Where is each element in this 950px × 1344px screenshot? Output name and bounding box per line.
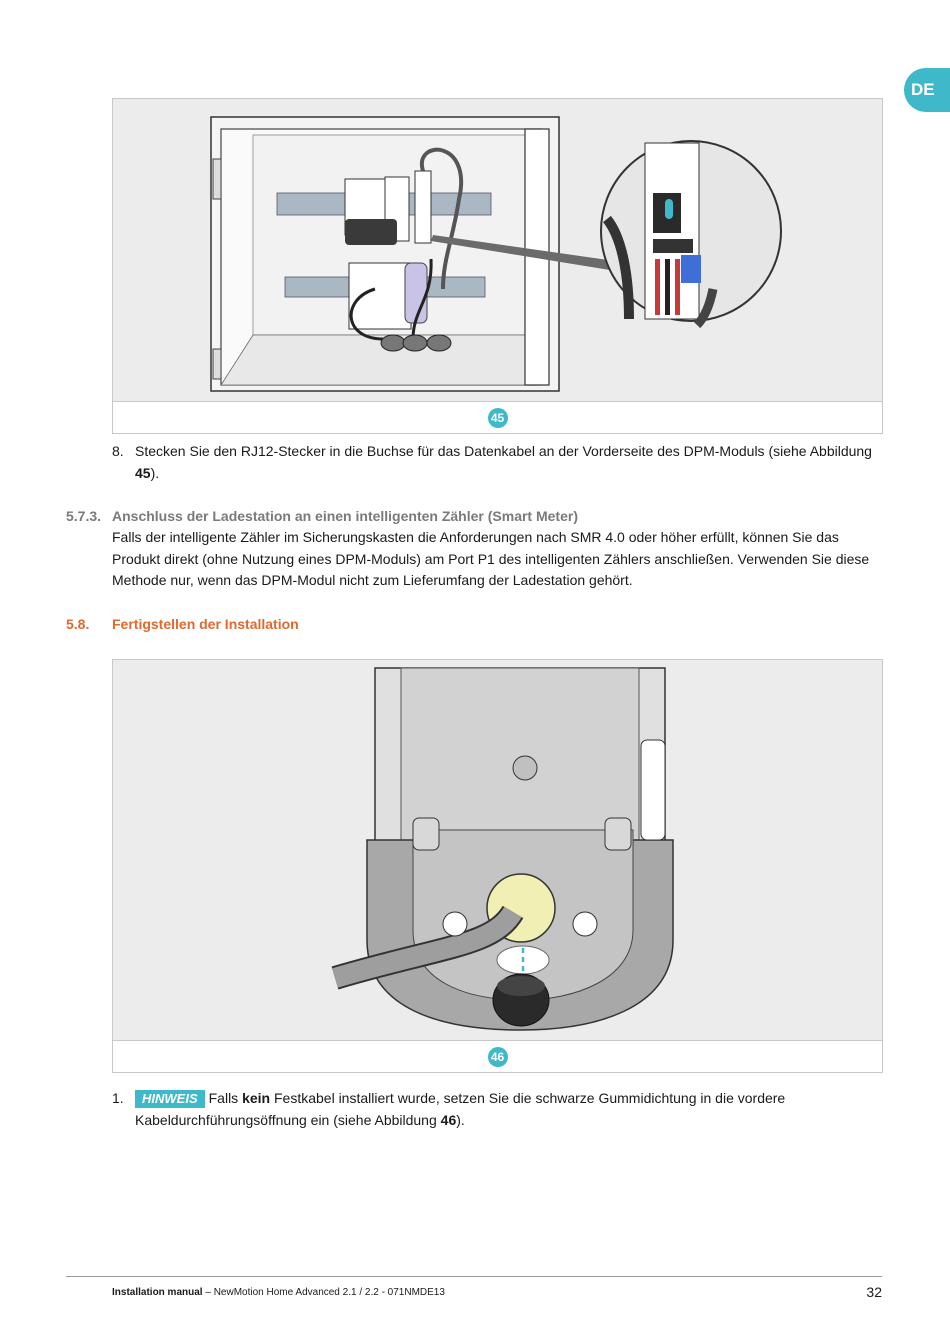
- step-number: 1.: [112, 1090, 124, 1106]
- figure-46-caption: [113, 1040, 882, 1072]
- section-heading-5-7-3: [66, 508, 886, 524]
- section-heading-5-8: [66, 616, 886, 632]
- step-number: 8.: [112, 443, 124, 459]
- language-tab[interactable]: DE: [904, 68, 950, 112]
- section-number: 5.7.3.: [66, 508, 102, 524]
- figure-number-badge: 45: [488, 408, 508, 428]
- charging-station-underside-illustration: [113, 660, 882, 1040]
- hinweis-badge: HINWEIS: [135, 1090, 205, 1108]
- step-8: [112, 441, 872, 484]
- figure-45-caption: [113, 401, 882, 433]
- fuse-box-illustration: [113, 99, 882, 401]
- figure-ref: 45: [135, 464, 151, 481]
- figure-46: [112, 659, 883, 1073]
- step-text: Stecken Sie den RJ12-Stecker in die Buchse für das Datenkabel an der Vorderseite des DPM-Moduls (siehe Abbildung 45).: [135, 443, 872, 481]
- section-body: Falls der intelligente Zähler im Sicherungskasten die Anforderungen nach SMR 4.0 oder höher erfüllt, können Sie das Produkt direkt (ohne Nutzung eines DPM-Moduls) am Port P1 des intelligenten Zählers anschließen. Verwenden Sie diese Methode nur, wenn das DPM-Modul nicht zum Lieferumfang der Ladestation gehört.: [112, 529, 870, 588]
- section-title: Fertigstellen der Installation: [112, 616, 299, 632]
- page-number: 32: [866, 1284, 882, 1300]
- step-text: HINWEIS Falls kein Festkabel installiert wurde, setzen Sie die schwarze Gummidichtung in die vordere Kabeldurchführungsöffnung ein (siehe Abbildung 46).: [135, 1090, 786, 1128]
- section-number: 5.8.: [66, 616, 90, 632]
- figure-45: [112, 98, 883, 434]
- footer-divider: [66, 1276, 882, 1277]
- figure-number-badge: 46: [488, 1047, 508, 1067]
- footer-doc-info: Installation manual – NewMotion Home Advanced 2.1 / 2.2 - 071NMDE13: [112, 1287, 445, 1298]
- figure-ref: 46: [440, 1111, 457, 1128]
- step-1: [112, 1088, 872, 1131]
- section-title: Anschluss der Ladestation an einen intelligenten Zähler (Smart Meter): [112, 508, 578, 524]
